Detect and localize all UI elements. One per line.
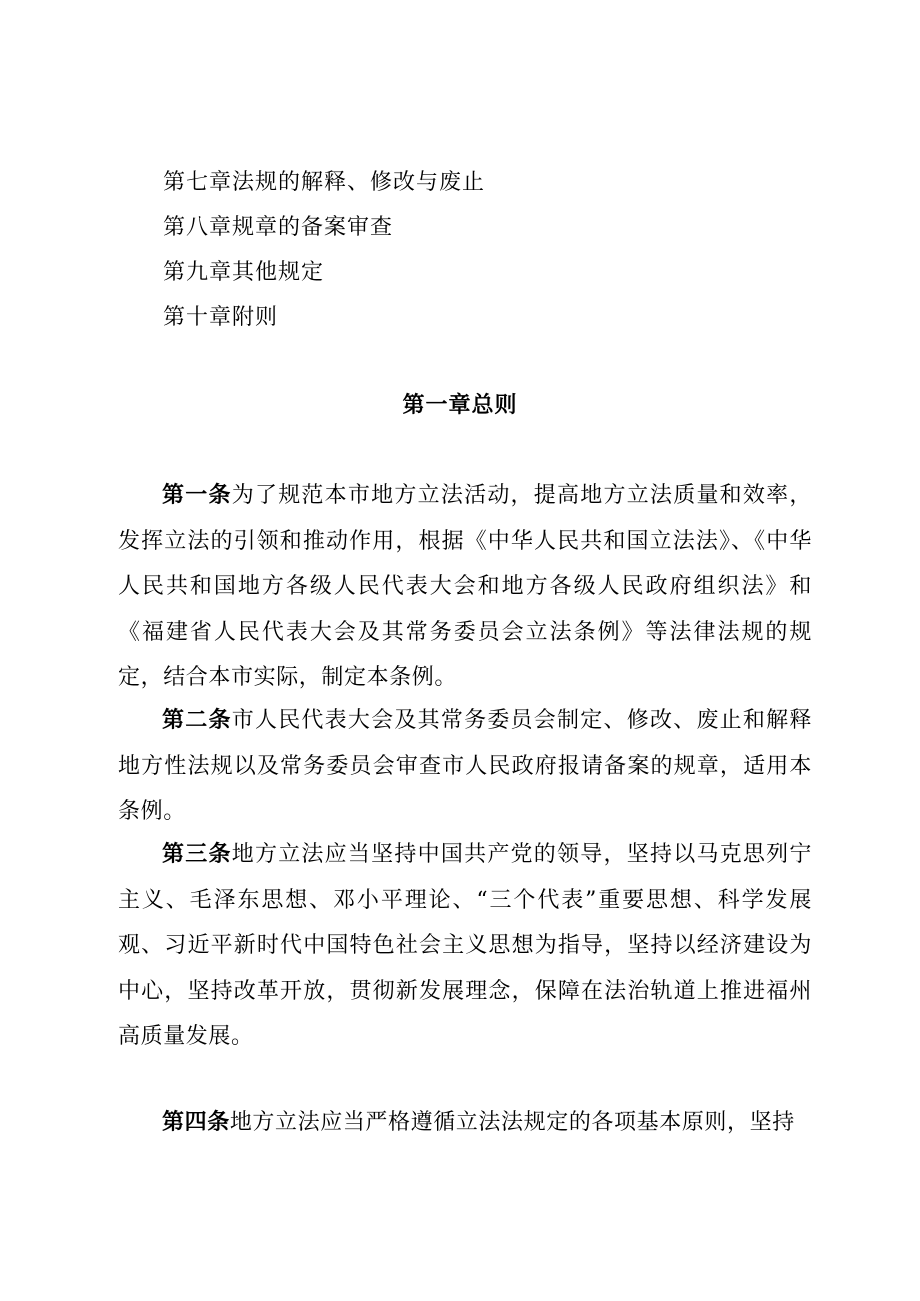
toc-item-chapter-10: 第十章附则 xyxy=(163,305,279,330)
article-label: 第四条 xyxy=(162,1110,230,1135)
article-4 xyxy=(118,1100,812,1146)
article-label: 第三条 xyxy=(162,842,232,867)
chapter-title: 第一章总则 xyxy=(402,393,518,418)
toc-item-chapter-9: 第九章其他规定 xyxy=(163,260,325,285)
article-1 xyxy=(118,473,812,701)
article-text: 地方立法应当坚持中国共产党的领导，坚持以马克思列宁主义、毛泽东思想、邓小平理论、“三个代表”重要思想、科学发展观、习近平新时代中国特色社会主义思想为指导，坚持以经济建设为中心，坚持改革开放，贯彻新发展理念，保障在法治轨道上推进福州高质量发展。 xyxy=(118,842,812,1049)
article-text: 市人民代表大会及其常务委员会制定、修改、废止和解释地方性法规以及常务委员会审查市人民政府报请备案的规章，适用本条例。 xyxy=(118,708,812,824)
article-label: 第一条 xyxy=(162,483,232,508)
article-2 xyxy=(118,698,812,835)
toc-item-chapter-7: 第七章法规的解释、修改与废止 xyxy=(163,170,486,195)
toc-item-chapter-8: 第八章规章的备案审查 xyxy=(163,215,394,240)
article-3 xyxy=(118,832,812,1060)
article-label: 第二条 xyxy=(162,708,232,733)
article-text: 为了规范本市地方立法活动，提高地方立法质量和效率，发挥立法的引领和推动作用，根据《中华人民共和国立法法》、《中华人民共和国地方各级人民代表大会和地方各级人民政府组织法》和《福建省人民代表大会及其常务委员会立法条例》等法律法规的规定，结合本市实际，制定本条例。 xyxy=(118,483,812,690)
article-text: 地方立法应当严格遵循立法法规定的各项基本原则，坚持 xyxy=(229,1110,795,1135)
table-of-contents xyxy=(163,160,763,340)
